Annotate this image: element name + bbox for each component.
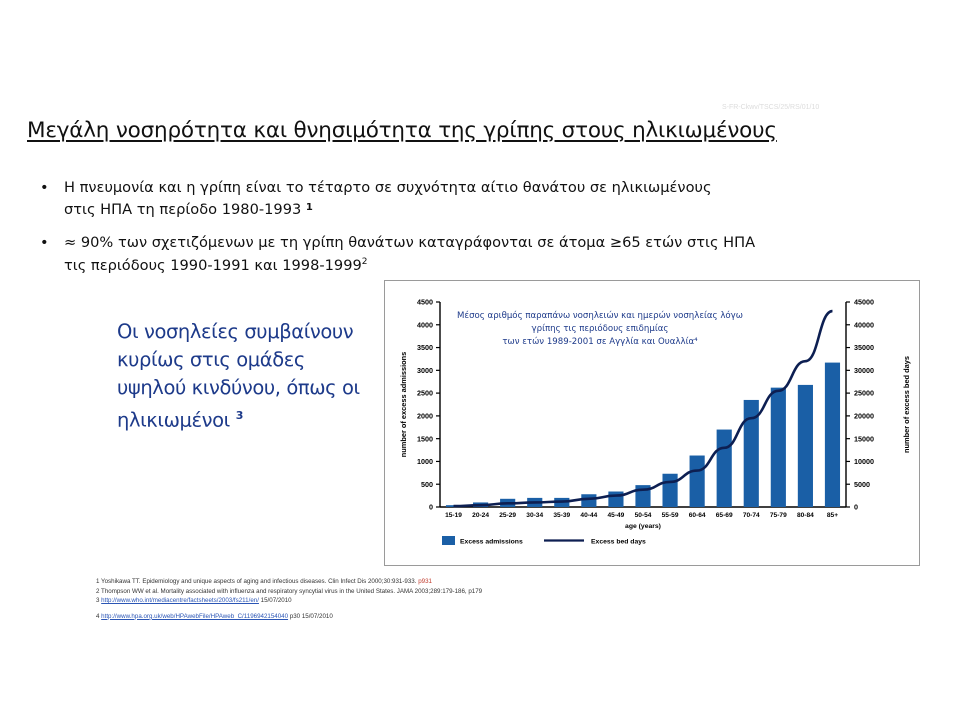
left-tick-label: 2500 <box>417 388 433 398</box>
x-tick-label: 50-54 <box>634 512 652 519</box>
bar-excess-admissions-45-49 <box>608 492 623 507</box>
chart-svg <box>384 280 920 566</box>
callout-line-1: Οι νοσηλείες συμβαίνουν <box>117 320 354 343</box>
left-y-axis-label: number of excess admissions <box>399 351 408 458</box>
reference-2-text: 2 Thompson WW et al. Mortality associated with influenza and respiratory syncytial virus in the United States. JAMA 2003;289:179-186, p179 <box>96 587 483 595</box>
reference-3-link[interactable]: http://www.who.int/mediacentre/factsheets/2003/fs211/en/ <box>101 597 259 605</box>
callout-line-3: υψηλού κινδύνου, όπως οι <box>117 376 360 399</box>
right-tick-label: 25000 <box>854 388 874 398</box>
right-tick-label: 20000 <box>854 411 874 421</box>
reference-1-text: 1 Yoshikawa TT. Epidemiology and unique aspects of aging and infectious diseases. Clin Infect Dis 2000;30:931-933. <box>96 578 417 585</box>
bullet-1-reference: 1 <box>305 201 313 213</box>
right-tick-label: 40000 <box>854 320 874 330</box>
left-tick-label: 500 <box>421 479 433 489</box>
x-tick-label: 20-24 <box>472 512 490 519</box>
left-tick-label: 0 <box>429 502 433 512</box>
bar-excess-admissions-65-69 <box>717 430 732 507</box>
legend-swatch-excess-admissions <box>442 536 455 545</box>
x-axis-label: age (years) <box>625 523 661 530</box>
bullet-dot: • <box>40 234 49 252</box>
x-tick-label: 85+ <box>826 512 839 519</box>
left-tick-label: 4000 <box>417 320 433 330</box>
references <box>96 577 516 621</box>
reference-4-date: p30 15/07/2010 <box>288 612 333 620</box>
bullet-2-reference: 2 <box>361 256 368 267</box>
reference-4-link[interactable]: http://www.hpa.org.uk/web/HPAwebFile/HPAweb_C/1196942154040 <box>101 612 289 620</box>
bullet-2-line-1: ≈ 90% των σχετιζόμενων με τη γρίπη θανάτων καταγράφονται σε άτομα ≥65 ετών στις ΗΠΑ <box>64 234 756 252</box>
right-tick-label: 45000 <box>854 297 874 307</box>
slide-title: Μεγάλη νοσηρότητα και θνησιμότητα της γρίπης στους ηλικιωμένους <box>27 118 777 143</box>
x-tick-label: 15-19 <box>445 512 462 519</box>
right-tick-label: 0 <box>854 502 858 512</box>
reference-1-page: p931 <box>416 578 432 585</box>
left-tick-label: 2000 <box>417 411 433 421</box>
legend-label-excess-admissions: Excess admissions <box>460 538 523 546</box>
bar-excess-admissions-55-59 <box>662 474 677 507</box>
right-tick-label: 15000 <box>854 434 874 444</box>
right-tick-label: 35000 <box>854 343 874 353</box>
reference-3-date: 15/07/2010 <box>258 597 292 605</box>
x-tick-label: 60-64 <box>688 512 706 519</box>
x-tick-label: 25-29 <box>499 512 517 519</box>
x-tick-label: 80-84 <box>796 512 814 519</box>
reference-2 <box>96 587 516 597</box>
legend-label-excess-bed-days: Excess bed days <box>591 538 646 546</box>
slide-code-watermark: S-FR-Ckwv/TSCS/25/RS/01/10 <box>722 104 820 111</box>
bullet-1-line-1: Η πνευμονία και η γρίπη είναι το τέταρτο σε συχνότητα αίτιο θανάτου σε ηλικιωμένους <box>64 179 712 196</box>
left-tick-label: 3000 <box>417 365 433 375</box>
x-tick-label: 70-74 <box>742 512 760 519</box>
bullet-item-2 <box>36 233 836 275</box>
left-tick-label: 4500 <box>417 297 433 307</box>
reference-3 <box>96 596 516 606</box>
x-tick-label: 30-34 <box>526 512 544 519</box>
x-tick-label: 65-69 <box>715 512 733 519</box>
right-tick-label: 30000 <box>854 365 874 375</box>
left-tick-label: 3500 <box>417 343 433 353</box>
reference-3-number: 3 <box>96 597 102 605</box>
chart-title-line-2: γρίπης τις περιόδους επιδημίας <box>531 324 669 334</box>
reference-4-number: 4 <box>96 612 102 620</box>
bar-excess-admissions-75-79 <box>771 388 786 507</box>
x-tick-label: 75-79 <box>769 512 787 519</box>
x-tick-label: 45-49 <box>607 512 625 519</box>
bullet-1-line-2: στις ΗΠΑ τη περίοδο 1980-1993 <box>64 200 302 218</box>
left-tick-label: 1000 <box>417 457 433 467</box>
reference-4 <box>96 612 516 622</box>
x-tick-label: 40-44 <box>580 512 598 519</box>
x-tick-label: 35-39 <box>553 512 571 519</box>
bar-excess-admissions-60-64 <box>690 456 705 507</box>
callout-reference: 3 <box>235 409 243 422</box>
callout-line-4: ηλικιωμένοι <box>117 408 230 432</box>
hospitalization-callout <box>117 318 387 435</box>
callout-line-2: κυρίως στις ομάδες <box>117 348 305 371</box>
left-tick-label: 1500 <box>417 434 433 444</box>
influenza-admissions-chart <box>384 280 920 566</box>
bullet-2-line-2: τις περιόδους 1990-1991 και 1998-1999 <box>64 256 362 274</box>
bar-excess-admissions-85+ <box>825 363 840 507</box>
bar-excess-admissions-40-44 <box>581 494 596 507</box>
bullet-list <box>36 178 836 289</box>
x-tick-label: 55-59 <box>661 512 679 519</box>
right-tick-label: 10000 <box>854 457 874 467</box>
chart-title-line-3: των ετών 1989-2001 σε Αγγλία και Ουαλλία⁴ <box>502 337 698 347</box>
bar-excess-admissions-80-84 <box>798 385 813 507</box>
chart-title-line-1: Μέσος αριθμός παραπάνω νοσηλειών και ημερών νοσηλείας λόγω <box>457 311 743 321</box>
bullet-item-1 <box>36 178 836 219</box>
right-tick-label: 5000 <box>854 479 870 489</box>
right-y-axis-label: number of excess bed days <box>902 356 911 453</box>
reference-1 <box>96 577 516 587</box>
bullet-dot: • <box>40 179 49 196</box>
